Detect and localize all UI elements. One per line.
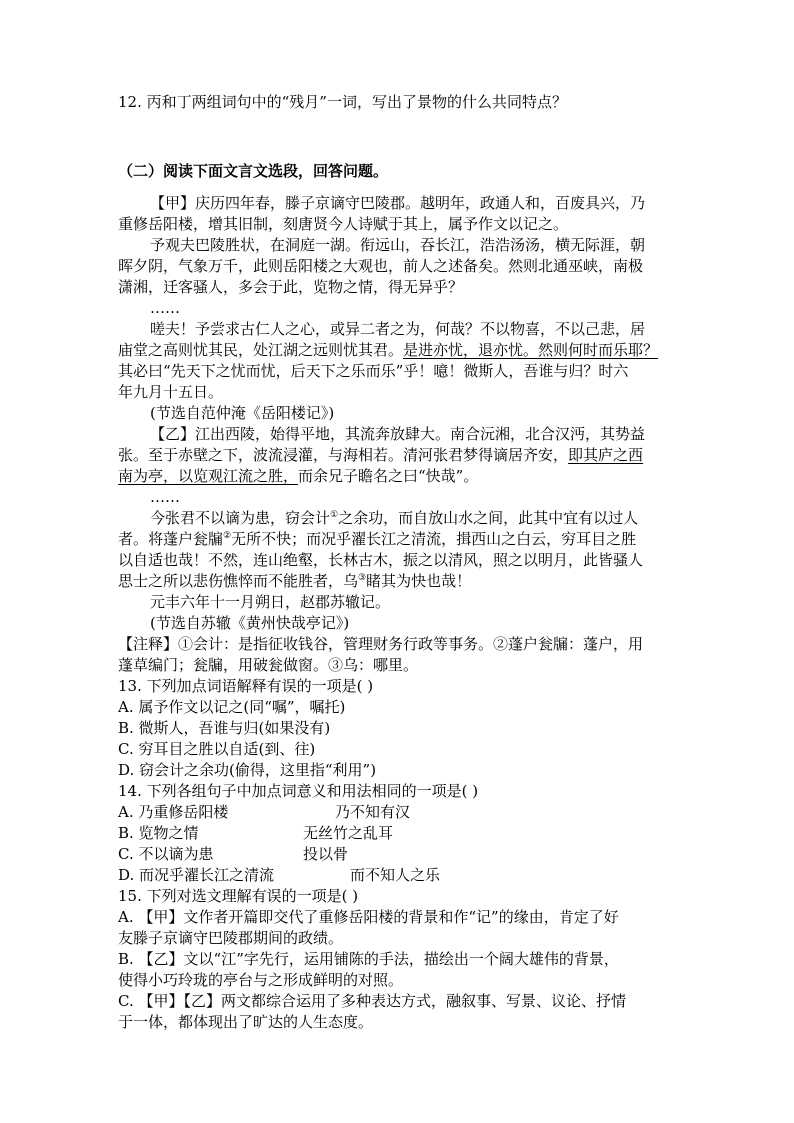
question-14-option-b — [118, 823, 678, 844]
underlined-sentence: 南为亭，以览观江流之胜， — [118, 467, 299, 485]
text-span: 之余功，而自放山水之间，此其中宜有以过人 — [338, 509, 639, 527]
question-15-option-a: 友滕子京谪守巴陵郡期间的政绩。 — [118, 929, 344, 947]
passage-yi-line: 以自适也哉！不然，连山绝壑，长林古木，振之以清风，照之以明月，此皆骚人 — [118, 551, 644, 569]
footnote-marker: ③ — [358, 573, 367, 583]
question-15-option-c: 于一体，都体现出了旷达的人生态度。 — [118, 1013, 374, 1031]
question-15-stem: 15. 下列对选文理解有误的一项是( ) — [118, 887, 359, 905]
source-jia: (节选自范仲淹《岳阳楼记》) — [150, 404, 335, 422]
question-15-option-c: C. 【甲】【乙】两文都综合运用了多种表达方式，融叙事、写景、议论、抒情 — [118, 992, 626, 1010]
passage-jia-line: 其必曰“先天下之忧而忧，后天下之乐而乐”乎！噫！微斯人，吾谁与归？时六 — [118, 362, 629, 380]
question-14-stem: 14. 下列各组句子中加点词意义和用法相同的一项是( ) — [118, 782, 479, 800]
underlined-sentence: 是进亦忧，退亦忧。然则何时而乐耶？ — [403, 341, 659, 359]
notes-line: 蓬草编门；瓮牖，用破瓮做窗。③乌：哪里。 — [118, 656, 419, 674]
option-right: 投以骨 — [303, 845, 349, 863]
option-left: A. 乃重修岳阳楼 — [118, 803, 229, 821]
question-15-option-a: A. 【甲】文作者开篇即交代了重修岳阳楼的背景和作“记”的缘由，肯定了好 — [118, 908, 619, 926]
passage-jia-line: 潇湘，迁客骚人，多会于此，览物之情，得无异乎？ — [118, 278, 464, 296]
footnote-marker: ① — [330, 510, 339, 520]
section-2-heading: （二）阅读下面文言文选段，回答问题。 — [118, 162, 389, 180]
passage-jia-line: 【甲】庆历四年春，滕子京谪守巴陵郡。越明年，政通人和，百废具兴，乃 — [150, 194, 646, 212]
text-span: 今张君不以谪为患，窃会计 — [150, 509, 331, 527]
passage-yi-line — [118, 571, 678, 592]
passage-jia-line — [118, 340, 678, 361]
question-15-option-b: 使得小巧玲珑的亭台与之形成鲜明的对照。 — [118, 971, 404, 989]
passage-yi-line — [118, 445, 678, 466]
question-14-option-a — [118, 802, 678, 823]
question-15-option-b: B. 【乙】文以“江”字先行，运用铺陈的手法，描绘出一个阔大雄伟的背景， — [118, 950, 619, 968]
source-yi: (节选自苏辙《黄州快哉亭记》) — [150, 614, 350, 632]
question-13-option-c: C. 穷耳目之胜以自适(到、往) — [118, 740, 316, 758]
text-span: 张。至于赤壁之下，波流浸灌，与海相若。清河张君梦得谪居齐安， — [118, 446, 569, 464]
text-span: 者。将蓬户瓮牖 — [118, 530, 224, 548]
option-left: B. 览物之情 — [118, 824, 199, 842]
passage-jia-line: 重修岳阳楼，增其旧制，刻唐贤今人诗赋于其上，属予作文以记之。 — [118, 215, 569, 233]
question-13-stem: 13. 下列加点词语解释有误的一项是( ) — [118, 677, 374, 695]
text-span: 睹其为快也哉！ — [366, 572, 472, 590]
passage-yi-line: 【乙】江出西陵，始得平地，其流奔放肆大。南合沅湘，北合汉沔，其势益 — [150, 425, 646, 443]
text-span: 而余兄子瞻名之曰“快哉”。 — [298, 467, 479, 485]
text-span: 思士之所以悲伤憔悴而不能胜者，乌 — [118, 572, 359, 590]
text-span: 无所不快；而况乎濯长江之清流，揖西山之白云，穷耳目之胜 — [231, 530, 637, 548]
passage-jia-line: 年九月十五日。 — [118, 383, 224, 401]
passage-yi-line — [118, 466, 678, 487]
passage-jia-line: 晖夕阴，气象万千，此则岳阳楼之大观也，前人之述备矣。然则北通巫峡，南极 — [118, 257, 644, 275]
question-12: 12. 丙和丁两组词句中的“残月”一词，写出了景物的什么共同特点？ — [118, 93, 567, 111]
passage-yi-line — [150, 508, 678, 529]
question-14-option-d — [118, 865, 678, 886]
option-right: 而不知人之乐 — [350, 866, 441, 884]
passage-yi-line — [118, 529, 678, 550]
ellipsis: …… — [150, 299, 180, 317]
option-right: 无丝竹之乱耳 — [303, 824, 394, 842]
option-right: 乃不知有汉 — [335, 803, 411, 821]
underlined-sentence: 即其庐之西 — [568, 446, 644, 464]
text-span: 庙堂之高则忧其民，处江湖之远则忧其君。 — [118, 341, 404, 359]
question-13-option-a: A. 属予作文以记之(同“嘱”，嘱托) — [118, 698, 346, 716]
notes-line: 【注释】①会计：是指征收钱谷，管理财务行政等事务。②蓬户瓮牖：蓬户，用 — [118, 635, 644, 653]
question-14-option-c — [118, 844, 678, 865]
question-13-option-b: B. 微斯人，吾谁与归(如果没有) — [118, 719, 331, 737]
footnote-marker: ② — [223, 531, 232, 541]
ellipsis: …… — [150, 488, 180, 506]
option-left: C. 不以谪为患 — [118, 845, 214, 863]
passage-yi-date: 元丰六年十一月朔日，赵郡苏辙记。 — [150, 593, 391, 611]
passage-jia-line: 嗟夫！予尝求古仁人之心，或异二者之为，何哉？不以物喜，不以己悲，居 — [150, 320, 646, 338]
question-13-option-d: D. 窃会计之余功(偷得，这里指“利用”) — [118, 761, 377, 779]
option-left: D. 而况乎濯长江之清流 — [118, 866, 275, 884]
passage-jia-line: 予观夫巴陵胜状，在洞庭一湖。衔远山，吞长江，浩浩汤汤，横无际涯，朝 — [150, 236, 646, 254]
